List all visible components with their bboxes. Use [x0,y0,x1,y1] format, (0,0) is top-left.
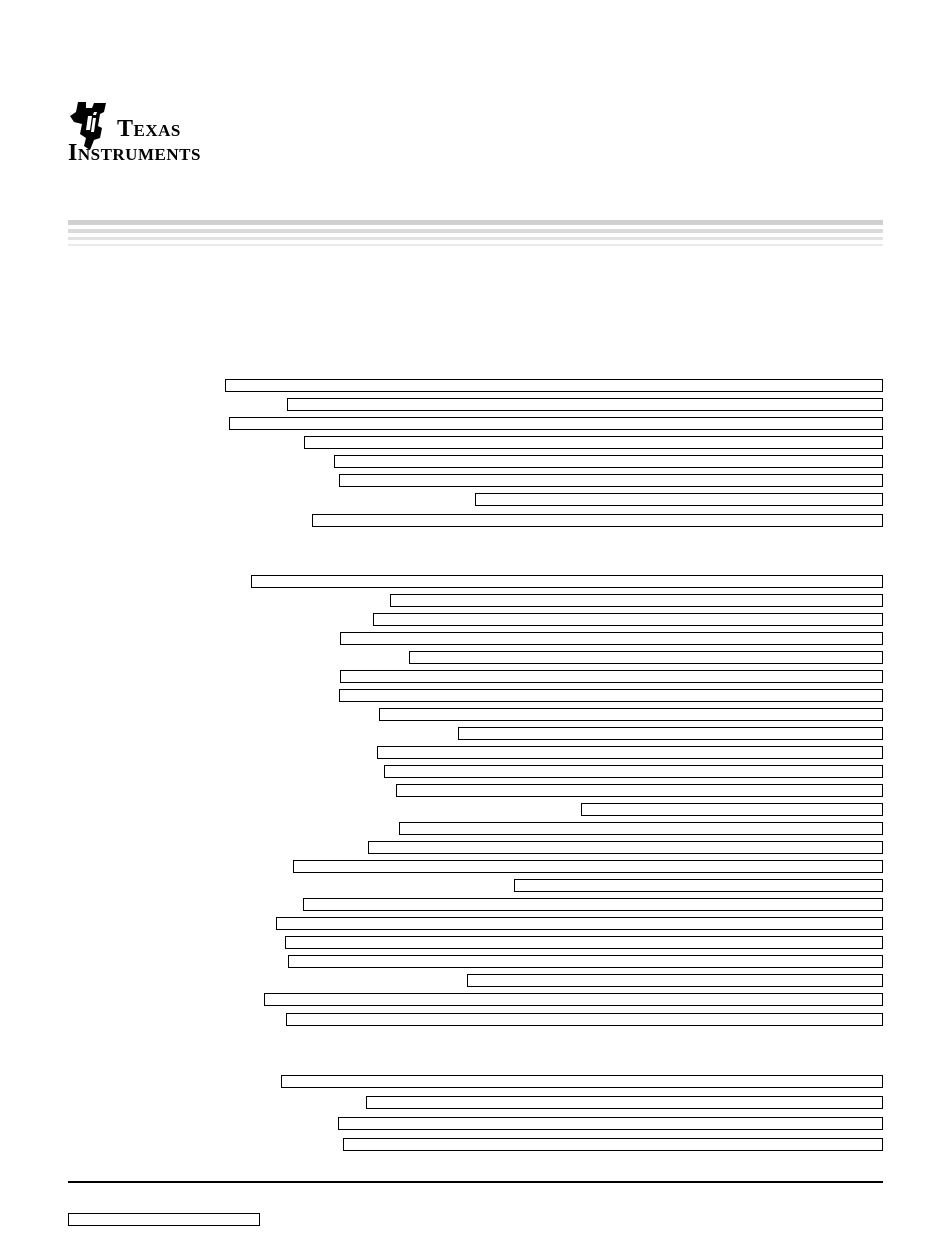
toc-entry[interactable] [287,398,883,411]
toc-entry[interactable] [339,474,883,487]
toc-entry[interactable] [334,455,883,468]
footer-box [68,1213,260,1226]
toc-entry[interactable] [312,514,883,527]
toc-entry[interactable] [286,1013,883,1026]
toc-entry[interactable] [399,822,883,835]
toc-entry[interactable] [340,632,883,645]
toc-entry[interactable] [379,708,883,721]
toc-entry[interactable] [251,575,883,588]
toc-entry[interactable] [467,974,883,987]
footer-rule [68,1181,883,1183]
toc-entry[interactable] [288,955,883,968]
toc-entry[interactable] [229,417,883,430]
toc-entry[interactable] [340,670,883,683]
toc-entry[interactable] [396,784,883,797]
toc-entry[interactable] [581,803,883,816]
toc-entry[interactable] [366,1096,883,1109]
toc-entry[interactable] [368,841,883,854]
toc-entry[interactable] [377,746,883,759]
toc-entry[interactable] [390,594,883,607]
toc-entry[interactable] [339,689,883,702]
toc-entry[interactable] [281,1075,883,1088]
toc-entry[interactable] [285,936,883,949]
toc-entry[interactable] [276,917,883,930]
toc-entry[interactable] [303,898,883,911]
logo-line-1: Texas [117,116,181,142]
toc-entry[interactable] [293,860,883,873]
toc-entry[interactable] [225,379,883,392]
toc-entry[interactable] [338,1117,883,1130]
toc-entry[interactable] [409,651,883,664]
toc-entry[interactable] [514,879,883,892]
toc-entry[interactable] [458,727,883,740]
toc-entry[interactable] [264,993,883,1006]
toc-entry[interactable] [475,493,883,506]
toc-entry[interactable] [304,436,883,449]
toc-entry[interactable] [343,1138,883,1151]
toc-entry[interactable] [384,765,883,778]
logo-line-2: Instruments [68,140,201,166]
toc-entry[interactable] [373,613,883,626]
